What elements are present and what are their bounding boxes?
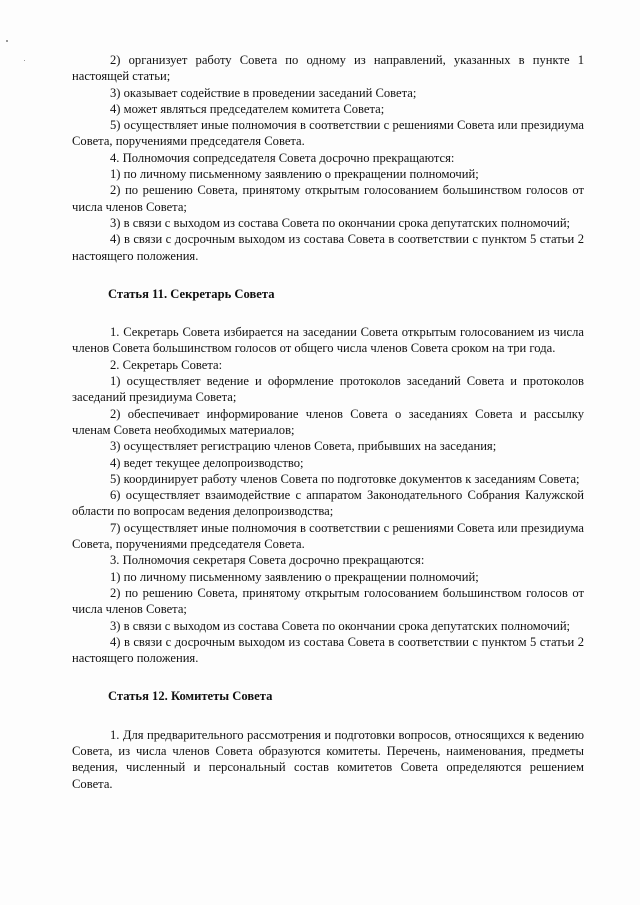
document-body bbox=[72, 52, 584, 792]
paragraph: 1) по личному письменному заявлению о прекращении полномочий; bbox=[110, 569, 479, 584]
paragraph: 3) в связи с выходом из состава Совета по окончании срока депутатских полномочий; bbox=[110, 618, 571, 633]
paragraph: 2) по решению Совета, принятому открытым голосованием большинством голосов от числа членов Совета; bbox=[72, 585, 584, 617]
section-10-tail bbox=[72, 52, 584, 264]
paragraph: 2) обеспечивает информирование членов Совета о заседаниях Совета и рассылку членам Совета необходимых материалов; bbox=[72, 406, 584, 437]
paragraph: 1) по личному письменному заявлению о прекращении полномочий; bbox=[110, 167, 479, 182]
paragraph: 4) ведет текущее делопроизводство; bbox=[110, 455, 304, 470]
paragraph: 3) в связи с выходом из состава Совета по окончании срока депутатских полномочий; bbox=[110, 215, 571, 230]
paragraph: 3) оказывает содействие в проведении заседаний Совета; bbox=[110, 85, 417, 100]
scan-speck bbox=[6, 40, 8, 42]
paragraph: 4) может являться председателем комитета Совета; bbox=[110, 101, 385, 116]
paragraph: 5) осуществляет иные полномочия в соответствии с решениями Совета или президиума Совета, поручениями председателя Совета. bbox=[72, 118, 584, 149]
paragraph: 1. Секретарь Совета избирается на заседании Совета открытым голосованием из числа членов Совета большинством голосов от общего числа членов Совета сроком на три года. bbox=[72, 325, 584, 356]
paragraph: 2) по решению Совета, принятому открытым голосованием большинством голосов от числа членов Совета; bbox=[72, 183, 584, 214]
paragraph: 4. Полномочия сопредседателя Совета досрочно прекращаются: bbox=[110, 150, 455, 165]
paragraph: 7) осуществляет иные полномочия в соответствии с решениями Совета или президиума Совета, поручениями председателя Совета. bbox=[72, 520, 584, 552]
paragraph: 6) осуществляет взаимодействие с аппаратом Законодательного Собрания Калужской области по вопросам ведения делопроизводства; bbox=[72, 488, 584, 519]
paragraph: 4) в связи с досрочным выходом из состава Совета в соответствии с пунктом 5 статьи 2 настоящего положения. bbox=[72, 634, 584, 666]
paragraph: 5) координирует работу членов Совета по подготовке документов к заседаниям Совета; bbox=[110, 471, 580, 486]
paragraph: 2) организует работу Совета по одному из направлений, указанных в пункте 1 настоящей статьи; bbox=[72, 53, 584, 84]
article-12-body bbox=[72, 727, 584, 792]
paragraph: 1. Для предварительного рассмотрения и подготовки вопросов, относящихся к ведению Совета, из числа членов Совета образуются комитеты. Перечень, наименования, предметы ведения, численный и персональный состав комитетов Совета определяются решением Совета. bbox=[72, 727, 584, 791]
article-12-title: Статья 12. Комитеты Совета bbox=[108, 689, 273, 704]
paragraph: 3) осуществляет регистрацию членов Совета, прибывших на заседания; bbox=[110, 439, 497, 454]
article-11-title: Статья 11. Секретарь Совета bbox=[108, 286, 275, 301]
article-11-body bbox=[72, 324, 584, 666]
paragraph: 3. Полномочия секретаря Совета досрочно прекращаются: bbox=[110, 553, 425, 568]
scan-speck bbox=[24, 60, 25, 61]
paragraph: 2. Секретарь Совета: bbox=[110, 357, 223, 372]
paragraph: 4) в связи с досрочным выходом из состава Совета в соответствии с пунктом 5 статьи 2 настоящего положения. bbox=[72, 232, 584, 263]
paragraph: 1) осуществляет ведение и оформление протоколов заседаний Совета и протоколов заседаний президиума Совета; bbox=[72, 374, 584, 405]
